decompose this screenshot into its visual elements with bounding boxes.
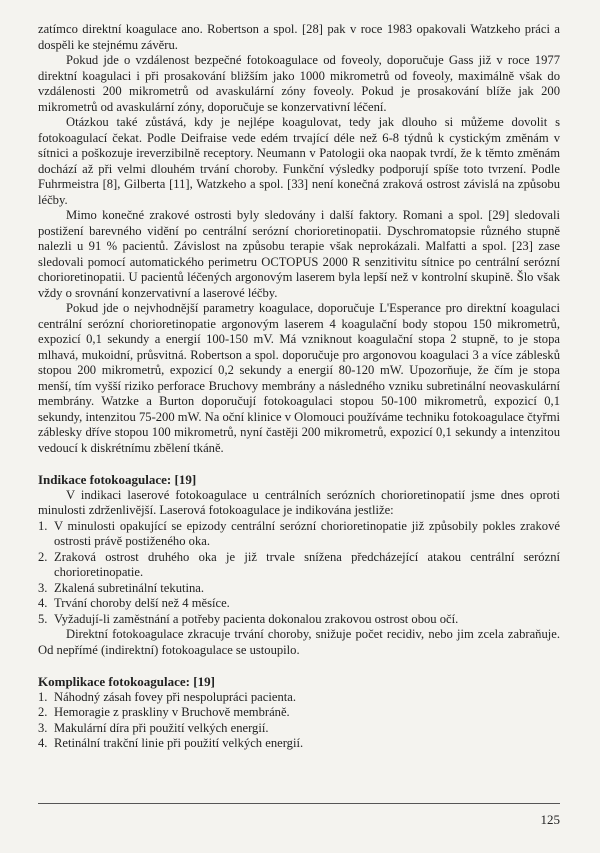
paragraph-timing: Otázkou také zůstává, kdy je nejlépe koagulovat, tedy jak dlouho si můžeme dovolit s fotokoagulací čekat. Podle Deifraise vede edém trvající déle než 6-8 týdnů k cystickým změnám v sítnici a poškozuje ireverzibilně receptory. Neumann v Patologii oka naopak tvrdí, že k těmto změnám dochází až při velmi dlouhém trvání choroby. Funkční výsledky podporují spíše toto tvrzení. Podle Fuhrmeistra [8], Gilberta [11], Watzkeho a spol. [33] není konečná zraková ostrost závislá na způsobu léčby. [38, 115, 560, 207]
paragraph-continuation: zatímco direktní koagulace ano. Robertson a spol. [28] pak v roce 1983 opakovali Watzkeho práci a dospěli ke stejnému závěru. [38, 22, 560, 52]
body-text [38, 22, 560, 752]
indications-intro: V indikaci laserové fotokoagulace u centrálních serózních chorioretinopatií jsme dnes oproti minulosti zdrženlivější. Laserová fotokoagulace je indikována jestliže: [38, 487, 560, 517]
indications-outro: Direktní fotokoagulace zkracuje trvání choroby, snižuje počet recidiv, nebo jim zcela zabraňuje. Od nepřímé (indirektní) fotokoagulace se ustoupilo. [38, 627, 560, 657]
list-item: 1. Náhodný zásah fovey při nespolupráci pacienta. [38, 689, 296, 704]
complications-heading: Komplikace fotokoagulace: [19] [38, 674, 215, 689]
footer-rule [38, 803, 560, 804]
complications-list [38, 690, 560, 752]
list-item: 4. Retinální trakční linie při použití velkých energií. [38, 736, 304, 750]
list-item: 3. Zkalená subretinální tekutina. [38, 580, 205, 595]
paragraph-safe-distance: Pokud jde o vzdálenost bezpečné fotokoagulace od foveoly, doporučuje Gass již v roce 1977 direktní koagulaci i při prosakování bližším jako 1000 mikrometrů od foveoly, maximálně však do vzdálenosti 200 mikrometrů od avaskulární zóny foveoly. Pokud je prosakování blíže jak 200 mikrometrů od avaskulární zóny, doporučuje se konzervativní léčení. [38, 53, 560, 114]
list-item: 4. Trvání choroby delší než 4 měsíce. [38, 596, 230, 610]
list-item: 2. Hemoragie z praskliny v Bruchově membráně. [38, 705, 290, 719]
list-item: 3. Makulární díra při použití velkých energií. [38, 720, 269, 735]
paragraph-parameters: Pokud jde o nejvhodnější parametry koagulace, doporučuje L'Esperance pro direktní koagulaci centrální serózní chorioretinopatie argonovým laserem 4 koagulační body stopou 150 mikrometrů, expozicí 0,1 sekundy a energií 100-150 mV. Má vzniknout koagulační stopa 2 stupně, to je stopa mlhavá, mukoidní, průsvitná. Robertson a spol. doporučuje pro argonovou koagulaci 3 a více záblesků stopou 200 mikrometrů, expozicí 0,2 sekundy a energií 80-120 mW. Upozorňuje, že čím je stopa menší, tím vyšší riziko perforace Bruchovy membrány a následného vzniku subretinální neovaskulární membrány. Watzke a Burton doporučují fotokoagulaci stopou 50-100 mikrometrů, expozicí 0,1 sekundy, intenzitou 75-200 mW. Na oční klinice v Olomouci používáme techniku fotokoagulace čtyřmi záblesky dříve stopou 100 mikrometrů, nyní častěji 200 mikrometrů, expozicí 0,1 sekundy a intenzitou vedoucí k diskrétnímu zbělení tkáně. [38, 301, 560, 455]
indications-list [38, 519, 560, 628]
page-number: 125 [540, 812, 560, 827]
paragraph-other-factors: Mimo konečné zrakové ostrosti byly sledovány i další faktory. Romani a spol. [29] sledovali postižení barevného vidění po centrální serózní chorioretinopatii. Dyschromatopsie různého stupně nalezli u 91 % pacientů. Závislost na způsobu terapie však neprokázali. Malfatti a spol. [23] zase sledovali pomocí automatického perimetru OCTOPUS 2000 R senzitivitu sítnice po centrální serózní chorioretinopatii. U pacientů léčených argonovým laserem byla lepší než v kontrolní skupině. Šlo však vždy o srovnání konzervativní a laserové léčby. [38, 208, 560, 300]
list-item: 5. Vyžadují-li zaměstnání a potřeby pacienta dokonalou zrakovou ostrost obou očí. [38, 611, 459, 626]
indications-heading: Indikace fotokoagulace: [19] [38, 472, 197, 487]
list-item: 2. Zraková ostrost druhého oka je již trvale snížena předcházející atakou centrální serózní chorioretinopatie. [38, 549, 560, 579]
list-item: 1. V minulosti opakující se epizody centrální serózní chorioretinopatie již způsobily pokles zrakové ostrosti právě postiženého oka. [38, 518, 560, 548]
